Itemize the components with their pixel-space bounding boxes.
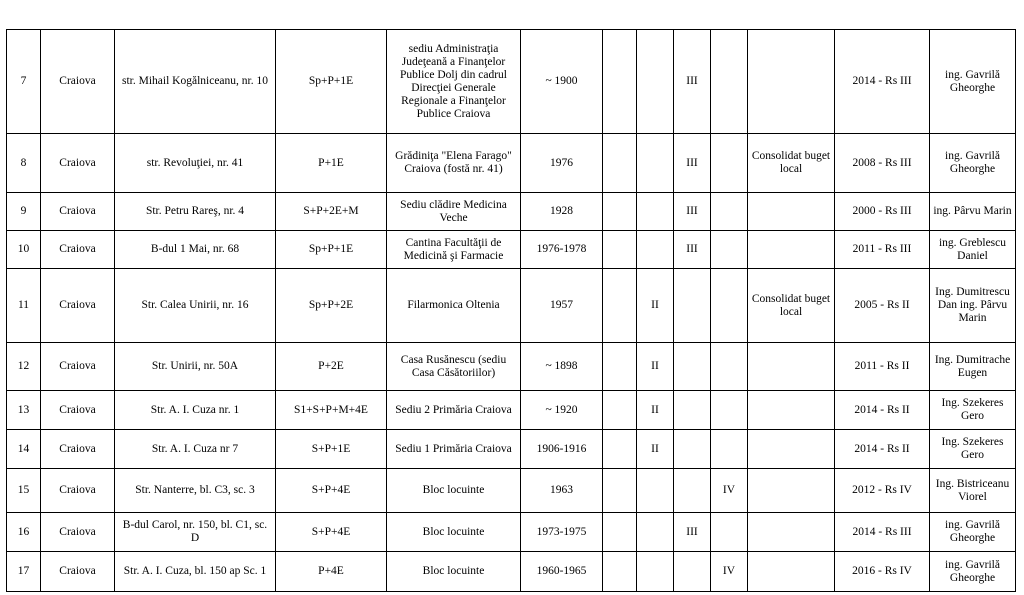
cell-year: 1960-1965	[521, 552, 603, 592]
cell-class-1	[603, 513, 637, 552]
table-row	[7, 134, 1016, 193]
cell-class-1	[603, 552, 637, 592]
cell-expertise: 2008 - Rs III	[835, 134, 930, 193]
cell-levels: S1+S+P+M+4E	[276, 391, 387, 430]
table-row	[7, 30, 1016, 134]
cell-class-3: III	[674, 30, 711, 134]
cell-expert: ing. Gavrilă Gheorghe	[930, 513, 1016, 552]
table-row	[7, 193, 1016, 231]
cell-year: ~ 1900	[521, 30, 603, 134]
cell-funding	[748, 231, 835, 269]
buildings-table	[6, 29, 1016, 592]
cell-expertise: 2011 - Rs II	[835, 343, 930, 391]
cell-class-1	[603, 193, 637, 231]
cell-address: Str. Nanterre, bl. C3, sc. 3	[115, 469, 276, 513]
cell-expertise: 2011 - Rs III	[835, 231, 930, 269]
cell-levels: P+1E	[276, 134, 387, 193]
cell-levels: S+P+1E	[276, 430, 387, 469]
cell-class-4	[711, 343, 748, 391]
cell-expert: Ing. Szekeres Gero	[930, 430, 1016, 469]
cell-city: Craiova	[41, 552, 115, 592]
table-row	[7, 513, 1016, 552]
cell-class-2	[637, 231, 674, 269]
cell-building-name: Sediu 2 Primăria Craiova	[387, 391, 521, 430]
cell-class-4: IV	[711, 552, 748, 592]
cell-class-2	[637, 552, 674, 592]
cell-class-3	[674, 391, 711, 430]
cell-building-name: Bloc locuinte	[387, 552, 521, 592]
cell-address: Str. Calea Unirii, nr. 16	[115, 269, 276, 343]
cell-year: 1957	[521, 269, 603, 343]
cell-class-3: III	[674, 231, 711, 269]
cell-address: Str. A. I. Cuza nr. 1	[115, 391, 276, 430]
cell-nr: 17	[7, 552, 41, 592]
cell-class-1	[603, 391, 637, 430]
cell-nr: 13	[7, 391, 41, 430]
cell-expertise: 2014 - Rs II	[835, 430, 930, 469]
table-row	[7, 430, 1016, 469]
cell-nr: 15	[7, 469, 41, 513]
cell-class-4	[711, 231, 748, 269]
cell-city: Craiova	[41, 193, 115, 231]
cell-funding	[748, 469, 835, 513]
cell-class-3: III	[674, 193, 711, 231]
cell-city: Craiova	[41, 30, 115, 134]
cell-class-2: II	[637, 269, 674, 343]
cell-funding	[748, 552, 835, 592]
cell-city: Craiova	[41, 391, 115, 430]
cell-class-4	[711, 513, 748, 552]
cell-nr: 9	[7, 193, 41, 231]
cell-year: 1906-1916	[521, 430, 603, 469]
cell-expertise: 2014 - Rs II	[835, 391, 930, 430]
cell-class-3	[674, 469, 711, 513]
cell-building-name: Grădiniţa "Elena Farago" Craiova (fostă nr. 41)	[387, 134, 521, 193]
cell-nr: 7	[7, 30, 41, 134]
cell-address: Str. A. I. Cuza, bl. 150 ap Sc. 1	[115, 552, 276, 592]
cell-class-3	[674, 552, 711, 592]
cell-funding: Consolidat buget local	[748, 269, 835, 343]
cell-levels: P+4E	[276, 552, 387, 592]
cell-building-name: Filarmonica Oltenia	[387, 269, 521, 343]
cell-class-2: II	[637, 430, 674, 469]
cell-class-1	[603, 430, 637, 469]
cell-expertise: 2005 - Rs II	[835, 269, 930, 343]
cell-levels: P+2E	[276, 343, 387, 391]
cell-address: Str. Petru Rareş, nr. 4	[115, 193, 276, 231]
cell-class-4	[711, 134, 748, 193]
cell-class-1	[603, 30, 637, 134]
cell-nr: 10	[7, 231, 41, 269]
cell-city: Craiova	[41, 469, 115, 513]
cell-class-1	[603, 231, 637, 269]
cell-building-name: Cantina Facultăţii de Medicină şi Farmacie	[387, 231, 521, 269]
cell-year: ~ 1920	[521, 391, 603, 430]
cell-expertise: 2014 - Rs III	[835, 513, 930, 552]
cell-year: 1963	[521, 469, 603, 513]
cell-class-3	[674, 343, 711, 391]
table-row	[7, 343, 1016, 391]
cell-class-4	[711, 30, 748, 134]
cell-year: 1973-1975	[521, 513, 603, 552]
cell-funding	[748, 391, 835, 430]
cell-nr: 16	[7, 513, 41, 552]
cell-class-2	[637, 30, 674, 134]
cell-year: 1976-1978	[521, 231, 603, 269]
cell-building-name: Bloc locuinte	[387, 513, 521, 552]
cell-class-2	[637, 469, 674, 513]
cell-class-3: III	[674, 513, 711, 552]
cell-building-name: sediu Administraţia Judeţeană a Finanţelor Publice Dolj din cadrul Direcţiei Generale Regionale a Finanţelor Publice Craiova	[387, 30, 521, 134]
cell-class-2: II	[637, 391, 674, 430]
cell-building-name: Casa Rusănescu (sediu Casa Căsătoriilor)	[387, 343, 521, 391]
cell-levels: S+P+4E	[276, 513, 387, 552]
cell-year: 1976	[521, 134, 603, 193]
cell-city: Craiova	[41, 343, 115, 391]
cell-address: B-dul Carol, nr. 150, bl. C1, sc. D	[115, 513, 276, 552]
cell-class-1	[603, 469, 637, 513]
table-row	[7, 552, 1016, 592]
cell-address: str. Revoluţiei, nr. 41	[115, 134, 276, 193]
cell-expertise: 2000 - Rs III	[835, 193, 930, 231]
cell-year: ~ 1898	[521, 343, 603, 391]
cell-class-1	[603, 134, 637, 193]
table-body	[7, 30, 1016, 592]
table-row	[7, 391, 1016, 430]
cell-class-2	[637, 513, 674, 552]
cell-city: Craiova	[41, 513, 115, 552]
cell-building-name: Bloc locuinte	[387, 469, 521, 513]
cell-class-3: III	[674, 134, 711, 193]
cell-class-2	[637, 193, 674, 231]
table-row	[7, 231, 1016, 269]
cell-expert: Ing. Dumitrescu Dan ing. Pârvu Marin	[930, 269, 1016, 343]
cell-class-3	[674, 269, 711, 343]
cell-class-2: II	[637, 343, 674, 391]
cell-nr: 11	[7, 269, 41, 343]
cell-funding: Consolidat buget local	[748, 134, 835, 193]
cell-expert: ing. Pârvu Marin	[930, 193, 1016, 231]
cell-expert: ing. Gavrilă Gheorghe	[930, 30, 1016, 134]
cell-class-4	[711, 193, 748, 231]
cell-class-4	[711, 269, 748, 343]
cell-class-1	[603, 343, 637, 391]
cell-address: str. Mihail Kogălniceanu, nr. 10	[115, 30, 276, 134]
cell-building-name: Sediu 1 Primăria Craiova	[387, 430, 521, 469]
cell-class-1	[603, 269, 637, 343]
cell-expertise: 2012 - Rs IV	[835, 469, 930, 513]
cell-year: 1928	[521, 193, 603, 231]
cell-nr: 14	[7, 430, 41, 469]
cell-expert: ing. Greblescu Daniel	[930, 231, 1016, 269]
cell-address: Str. Unirii, nr. 50A	[115, 343, 276, 391]
cell-expert: ing. Gavrilă Gheorghe	[930, 134, 1016, 193]
cell-expert: ing. Gavrilă Gheorghe	[930, 552, 1016, 592]
table-row	[7, 269, 1016, 343]
cell-levels: Sp+P+1E	[276, 30, 387, 134]
cell-class-4	[711, 430, 748, 469]
cell-expert: Ing. Dumitrache Eugen	[930, 343, 1016, 391]
cell-funding	[748, 30, 835, 134]
cell-city: Craiova	[41, 231, 115, 269]
cell-nr: 8	[7, 134, 41, 193]
cell-levels: S+P+2E+M	[276, 193, 387, 231]
cell-funding	[748, 430, 835, 469]
cell-expertise: 2016 - Rs IV	[835, 552, 930, 592]
cell-funding	[748, 343, 835, 391]
cell-class-3	[674, 430, 711, 469]
cell-class-4: IV	[711, 469, 748, 513]
cell-address: Str. A. I. Cuza nr 7	[115, 430, 276, 469]
cell-expert: Ing. Bistriceanu Viorel	[930, 469, 1016, 513]
cell-levels: S+P+4E	[276, 469, 387, 513]
cell-class-4	[711, 391, 748, 430]
cell-funding	[748, 513, 835, 552]
cell-expertise: 2014 - Rs III	[835, 30, 930, 134]
cell-nr: 12	[7, 343, 41, 391]
cell-class-2	[637, 134, 674, 193]
table-row	[7, 469, 1016, 513]
cell-city: Craiova	[41, 430, 115, 469]
cell-expert: Ing. Szekeres Gero	[930, 391, 1016, 430]
cell-city: Craiova	[41, 134, 115, 193]
cell-building-name: Sediu clădire Medicina Veche	[387, 193, 521, 231]
cell-funding	[748, 193, 835, 231]
cell-levels: Sp+P+1E	[276, 231, 387, 269]
cell-address: B-dul 1 Mai, nr. 68	[115, 231, 276, 269]
cell-city: Craiova	[41, 269, 115, 343]
cell-levels: Sp+P+2E	[276, 269, 387, 343]
